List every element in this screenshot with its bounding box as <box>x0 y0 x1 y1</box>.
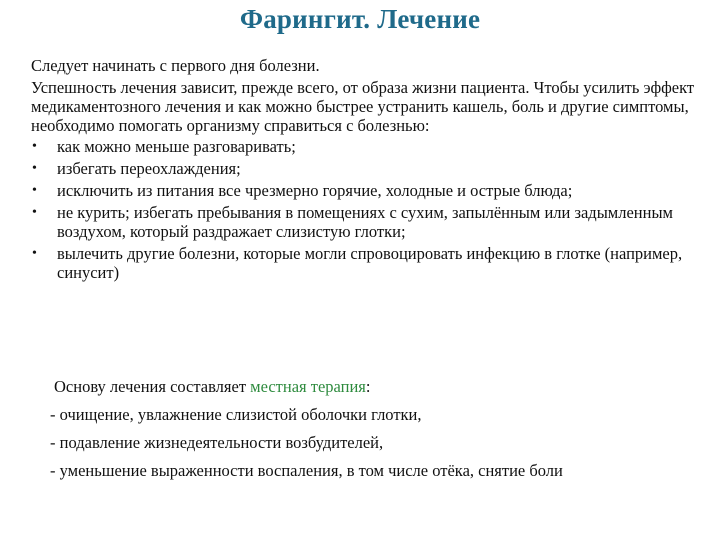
recommendations-list <box>31 137 711 282</box>
therapy-colon: : <box>365 377 371 396</box>
therapy-lead-text: Основу лечения составляет <box>54 377 251 396</box>
list-item <box>31 181 711 200</box>
list-item <box>31 137 711 156</box>
therapy-highlight: местная терапия <box>250 377 366 396</box>
list-item-text: не курить; избегать пребывания в помещениях с сухим, запылённым или задымленным воздухом, который раздражает слизистую глотки; <box>57 203 673 241</box>
slide-title: Фарингит. Лечение <box>239 4 481 34</box>
list-item-text: исключить из питания все чрезмерно горячие, холодные и острые блюда; <box>57 181 573 200</box>
bullet-icon: • <box>32 183 37 198</box>
list-item-text: вылечить другие болезни, которые могли спровоцировать инфекцию в глотке (например, синусит) <box>57 244 683 282</box>
list-item <box>31 203 711 241</box>
bullet-icon: • <box>32 205 37 220</box>
bullet-icon: • <box>32 139 37 154</box>
intro-section <box>31 56 711 285</box>
therapy-item: - уменьшение выраженности воспаления, в том числе отёка, снятие боли <box>50 461 563 480</box>
therapy-lead <box>50 377 710 396</box>
bullet-icon: • <box>32 246 37 261</box>
list-item <box>31 244 711 282</box>
list-item <box>31 159 711 178</box>
intro-paragraph: Успешность лечения зависит, прежде всего, от образа жизни пациента. Чтобы усилить эффект медикаментозного лечения и как можно быстрее устранить кашель, боль и другие симптомы, необходимо помогать организму справиться с болезнью: <box>31 78 695 135</box>
list-item-text: избегать переохлаждения; <box>57 159 241 178</box>
therapy-section <box>50 377 710 489</box>
list-item-text: как можно меньше разговаривать; <box>57 137 296 156</box>
intro-line-1: Следует начинать с первого дня болезни. <box>31 56 320 75</box>
therapy-item: - очищение, увлажнение слизистой оболочки глотки, <box>50 405 422 424</box>
therapy-item: - подавление жизнедеятельности возбудителей, <box>50 433 384 452</box>
bullet-icon: • <box>32 161 37 176</box>
